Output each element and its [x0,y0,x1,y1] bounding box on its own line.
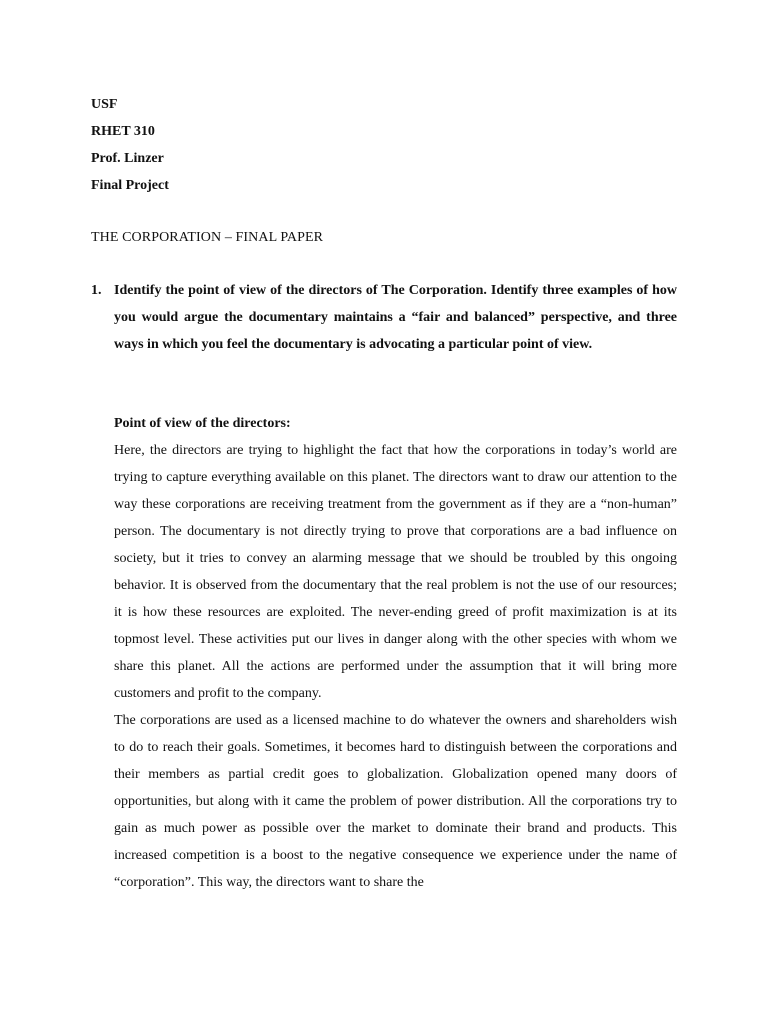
professor-name: Prof. Linzer [91,151,164,166]
section-body [114,437,677,896]
question-number: 1. [91,283,102,298]
question-text: Identify the point of view of the directors of The Corporation. Identify three examples of how you would argue the documentary maintains a “fair and balanced” perspective, and three ways in which you feel the documentary is advocating a particular point of view. [114,283,677,352]
body-paragraph: Here, the directors are trying to highlight the fact that how the corporations in today’s world are trying to capture everything available on this planet. The directors want to draw our attention to the way these corporations are receiving treatment from the government as if they are a “non-human” person. The documentary is not directly trying to prove that corporations are a bad influence on society, but it tries to convey an alarming message that we should be troubled by this ongoing behavior. It is observed from the documentary that the real problem is not the use of our resources; it is how these resources are exploited. The never-ending greed of profit maximization is at its topmost level. These activities put our lives in danger along with the other species with whom we share this planet. All the actions are performed under the assumption that it will bring more customers and profit to the company. [114,443,677,701]
document-header [91,91,169,199]
document-title: THE CORPORATION – FINAL PAPER [91,230,324,245]
assignment-name: Final Project [91,178,169,193]
body-paragraph: The corporations are used as a licensed machine to do whatever the owners and shareholders wish to do to reach their goals. Sometimes, it becomes hard to distinguish between the corporations and their members as partial credit goes to globalization. Globalization opened many doors of opportunities, but along with it came the problem of power distribution. All the corporations try to gain as much power as possible over the market to dominate their brand and products. This increased competition is a boost to the negative consequence we experience under the name of “corporation”. This way, the directors want to share the [114,713,677,890]
school-name: USF [91,97,118,112]
section-heading: Point of view of the directors: [114,416,291,431]
course-code: RHET 310 [91,124,155,139]
question-item [91,277,677,358]
